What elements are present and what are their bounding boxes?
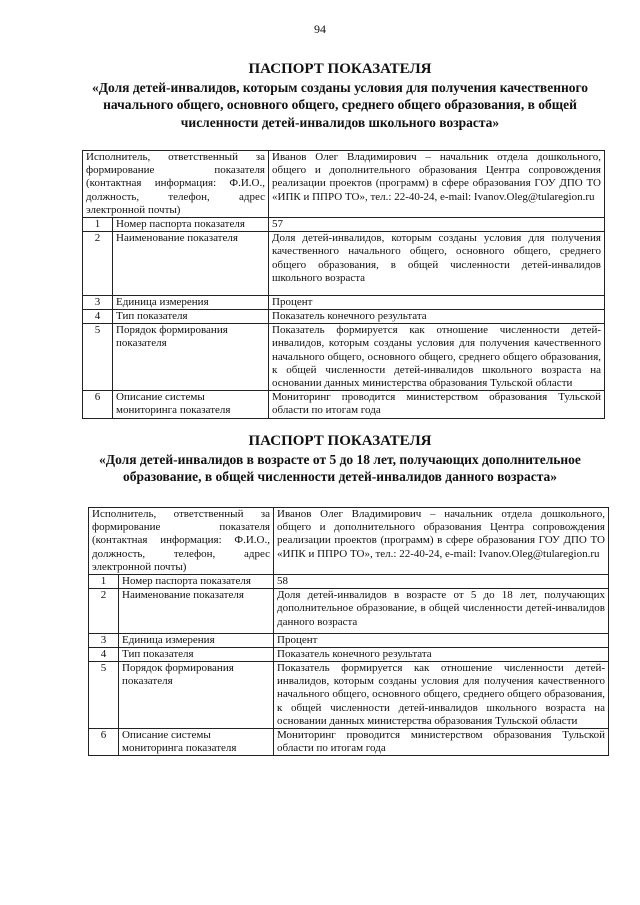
table-row (83, 324, 605, 391)
table-row (89, 508, 609, 575)
row-value: Доля детей-инвалидов в возрасте от 5 до 18 лет, получающих дополнительное образование, в общей численности детей-инвалидов данного возраста (274, 589, 609, 634)
table-row (83, 310, 605, 324)
row-label: Описание системы мониторинга показателя (113, 391, 269, 418)
row-value: Показатель конечного результата (274, 647, 609, 661)
passport-1-table (82, 150, 605, 419)
executor-label: Исполнитель, ответственный за формирование показателя (контактная информация: Ф.И.О., должность, телефон, адрес электронной почты) (89, 508, 274, 575)
passport-1-subtitle: «Доля детей-инвалидов, которым созданы условия для получения качественного начального общего, основного общего, среднего общего образования, в общей численности детей-инвалидов школьного возраста» (91, 80, 589, 130)
row-number: 1 (89, 574, 119, 588)
row-label: Тип показателя (119, 647, 274, 661)
row-label: Наименование показателя (119, 589, 274, 634)
row-value: 58 (274, 574, 609, 588)
row-value: Процент (274, 633, 609, 647)
passport-2-table (88, 507, 609, 756)
row-label: Порядок формирования показателя (119, 662, 274, 729)
row-number: 2 (83, 232, 113, 296)
row-number: 3 (89, 633, 119, 647)
row-value: Процент (269, 295, 605, 309)
row-value: Показатель формируется как отношение численности детей-инвалидов, которым созданы условия для получения качественного начального общего, основного общего, среднего общего образования, к общей численности детей-инвалидов школьного возраста на основании данных министерства образования Тульской области (274, 662, 609, 729)
row-number: 3 (83, 295, 113, 309)
row-label: Описание системы мониторинга показателя (119, 729, 274, 756)
row-number: 2 (89, 589, 119, 634)
row-value: Доля детей-инвалидов, которым созданы условия для получения качественного начального общего, основного общего, среднего общего образования, в общей численности детей-инвалидов школьного возраста (269, 232, 605, 296)
page-number: 94 (314, 22, 326, 36)
executor-value: Иванов Олег Владимирович – начальник отдела дошкольного, общего и дополнительного образования Центра сопровождения реализации проектов (программ) в сфере образования ГОУ ДПО ТО «ИПК и ППРО ТО», тел.: 22-40-24, e-mail: Ivanov.Oleg@tularegion.ru (274, 508, 609, 575)
row-number: 4 (83, 310, 113, 324)
table-row (89, 574, 609, 588)
passport-1-title: ПАСПОРТ ПОКАЗАТЕЛЯ (248, 61, 432, 77)
row-label: Номер паспорта показателя (113, 217, 269, 231)
row-number: 6 (83, 391, 113, 418)
row-number: 1 (83, 217, 113, 231)
row-label: Тип показателя (113, 310, 269, 324)
executor-label: Исполнитель, ответственный за формирование показателя (контактная информация: Ф.И.О., должность, телефон, адрес электронной почты) (83, 151, 269, 218)
row-label: Порядок формирования показателя (113, 324, 269, 391)
table-row (89, 662, 609, 729)
table-row (89, 589, 609, 634)
row-label: Наименование показателя (113, 232, 269, 296)
row-label: Номер паспорта показателя (119, 574, 274, 588)
row-value: Показатель конечного результата (269, 310, 605, 324)
table-row (89, 729, 609, 756)
row-value: Мониторинг проводится министерством образования Тульской области по итогам года (269, 391, 605, 418)
executor-value: Иванов Олег Владимирович – начальник отдела дошкольного, общего и дополнительного образования Центра сопровождения реализации проектов (программ) в сфере образования ГОУ ДПО ТО «ИПК и ППРО ТО», тел.: 22-40-24, e-mail: Ivanov.Oleg@tularegion.ru (269, 151, 605, 218)
row-value: Показатель формируется как отношение численности детей-инвалидов, которым созданы условия для получения качественного начального общего, основного общего, среднего общего образования, к общей численности детей-инвалидов школьного возраста на основании данных министерства образования Тульской области (269, 324, 605, 391)
row-value: Мониторинг проводится министерством образования Тульской области по итогам года (274, 729, 609, 756)
passport-1-heading (70, 60, 610, 131)
row-label: Единица измерения (119, 633, 274, 647)
row-number: 6 (89, 729, 119, 756)
row-number: 5 (89, 662, 119, 729)
table-row (83, 295, 605, 309)
table-row (83, 391, 605, 418)
table-row (83, 217, 605, 231)
row-number: 5 (83, 324, 113, 391)
row-label: Единица измерения (113, 295, 269, 309)
table-row (89, 633, 609, 647)
table-row (83, 151, 605, 218)
passport-2-subtitle: «Доля детей-инвалидов в возрасте от 5 до 18 лет, получающих дополнительное образование, в общей численности детей-инвалидов данного возраста» (99, 452, 581, 485)
table-row (83, 232, 605, 296)
row-number: 4 (89, 647, 119, 661)
passport-2-heading (70, 432, 610, 486)
table-row (89, 647, 609, 661)
row-value: 57 (269, 217, 605, 231)
passport-2-title: ПАСПОРТ ПОКАЗАТЕЛЯ (248, 433, 432, 449)
